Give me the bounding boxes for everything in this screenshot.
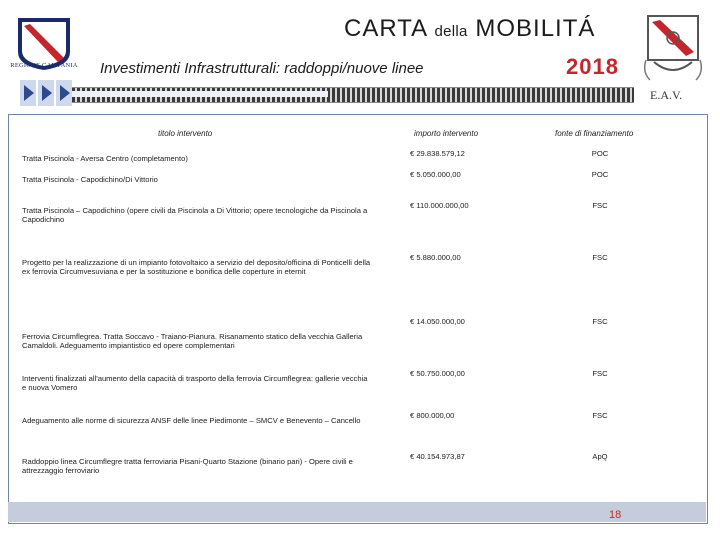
row-amount: € 800.000,00 (410, 411, 455, 420)
arrow-icon (38, 80, 54, 106)
header-funding: fonte di finanziamento (555, 129, 634, 138)
logo-left-caption: REGIONE CAMPANIA (10, 62, 78, 69)
row-title: Raddoppio linea Circumflegre tratta ferroviaria Pisani-Quarto Stazione (binario pari) - Opere civili e attrezzaggio ferroviario (22, 457, 353, 475)
row-amount: € 14.050.000,00 (410, 317, 465, 326)
row-title: Tratta Piscinola - Aversa Centro (completamento) (22, 154, 188, 163)
row-amount: € 40.154.973,87 (410, 452, 465, 461)
row-funding: FSC (592, 253, 608, 262)
row-amount: € 29.838.579,12 (410, 149, 465, 158)
row-funding: FSC (592, 201, 608, 210)
row-funding: FSC (592, 411, 608, 420)
eav-logo (640, 12, 706, 90)
decorative-stripe-left (72, 91, 328, 97)
row-amount: € 5.880.000,00 (410, 253, 461, 262)
header-title: titolo intervento (158, 129, 213, 138)
arrow-icon (56, 80, 72, 106)
row-amount: € 50.750.000,00 (410, 369, 465, 378)
header-amount: importo intervento (414, 129, 479, 138)
footer-band (8, 502, 706, 522)
row-funding: POC (591, 149, 609, 158)
row-funding: FSC (592, 369, 608, 378)
row-title: Progetto per la realizzazione di un impianto fotovoltaico a servizio del deposito/officina di Ponticelli della ex ferrovia Circumvesuviana e per la sostituzione e bonifica delle coperture in eternit (22, 258, 371, 276)
row-title: Interventi finalizzati all'aumento della capacità di trasporto della ferrovia Circumflegrea: gallerie vecchia e nuova Vomero (22, 374, 368, 392)
row-amount: € 5.050.000,00 (410, 170, 461, 179)
title-part-1: CARTA (344, 15, 427, 42)
page-title (344, 15, 595, 43)
year-label: 2018 (566, 54, 619, 79)
decorative-arrows (20, 80, 72, 106)
row-funding: ApQ (592, 452, 608, 461)
page-number: 18 (609, 509, 622, 521)
row-title: Adeguamento alle norme di sicurezza ANSF delle linee Piedimonte – SMCV e Benevento – Cancello (22, 416, 361, 425)
row-title: Tratta Piscinola – Capodichino (opere civili da Piscinola a Di Vittorio; opere tecnologiche da Piscinola a Capodichino (22, 206, 368, 224)
title-part-2: della (434, 23, 468, 40)
logo-right-caption: E.A.V. (650, 88, 683, 102)
page-subtitle: Investimenti Infrastrutturali: raddoppi/nuove linee (100, 60, 424, 77)
row-amount: € 110.000.000,00 (410, 201, 469, 210)
row-funding: POC (591, 170, 609, 179)
row-title: Tratta Piscinola - Capodichino/Di Vittorio (22, 175, 158, 184)
row-funding: FSC (592, 317, 608, 326)
arrow-icon (20, 80, 36, 106)
row-title: Ferrovia Circumflegrea. Tratta Soccavo - Traiano-Pianura. Risanamento statico della vecchia Galleria Camaldoli. Adeguamento impiantistico ed opere complementari (22, 332, 363, 350)
title-part-3: MOBILITÁ (475, 15, 596, 42)
